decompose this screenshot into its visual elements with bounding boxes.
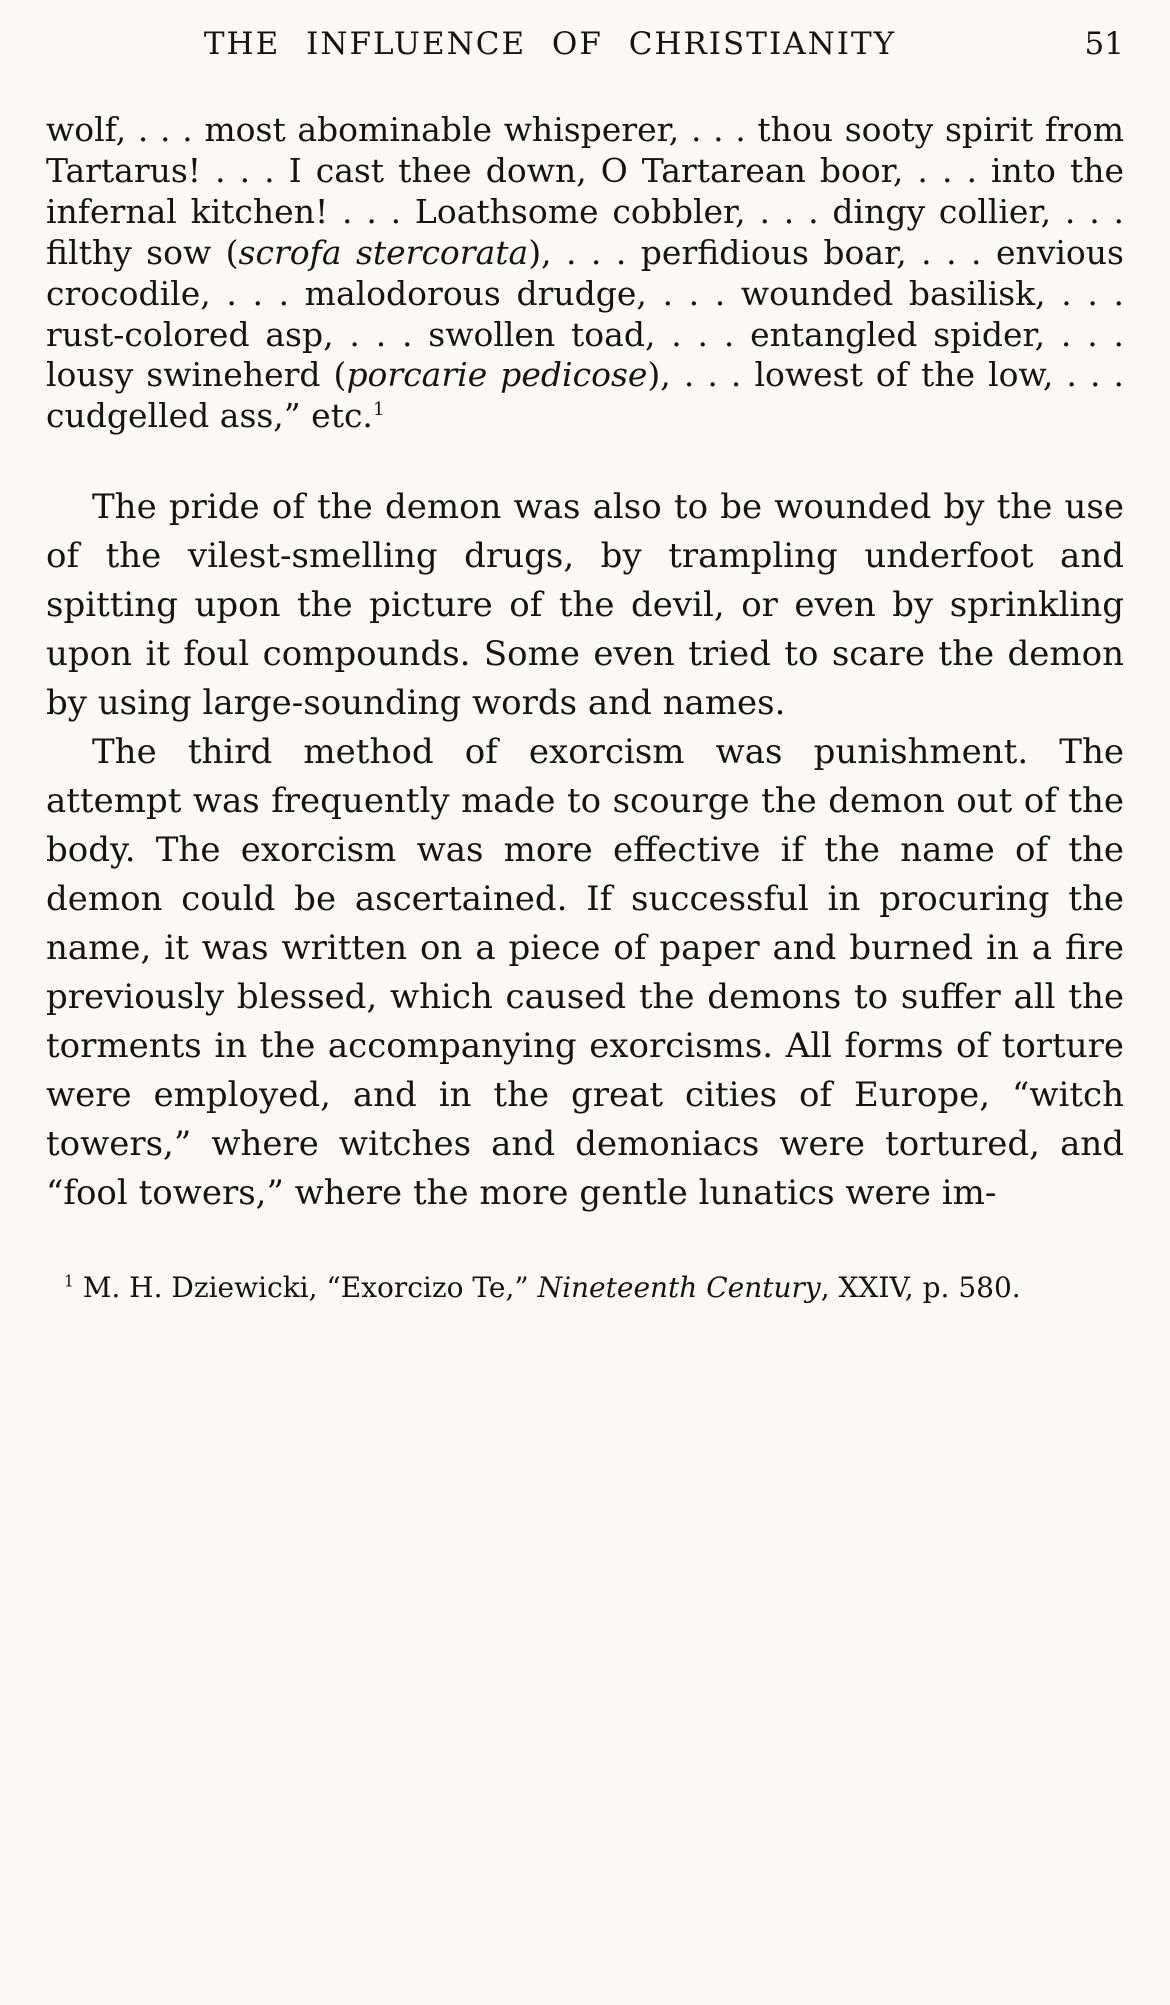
footnote-journal-title: Nineteenth Century [537,1270,821,1304]
quote-run: ), . . . perfidious boar, . . . envious crocodile, . . . malodorous drudge, . . . wounded basilisk, . . . rust-colored asp, . . . swollen toad, . . . entangled spider, . . . lousy swineherd ( [46,232,1124,395]
page-header [46,26,1124,62]
body-paragraph: The third method of exorcism was punishment. The attempt was frequently made to scourge the demon out of the body. The exorcism was more effective if the name of the demon could be ascertained. If successful in procuring the name, it was written on a piece of paper and burned in a fire previously blessed, which caused the demons to suffer all the torments in the accompanying exorcisms. All forms of torture were employed, and in the great cities of Europe, “witch towers,” where witches and demoniacs were tortured, and “fool towers,” where the more gentle lunatics were im- [46,732,1124,1213]
page-number: 51 [1084,26,1124,62]
quote-run: ), . . . lowest of the low, . . . cudgelled ass,” etc. [46,355,1124,436]
quote-paragraph [46,110,1124,437]
latin-phrase-porcarie: porcarie pedicose [346,355,648,395]
footnote-text: M. H. Dziewicki, “Exorcizo Te,” [73,1270,538,1304]
latin-phrase-scrofa: scrofa stercorata [238,232,529,272]
running-title: THE INFLUENCE OF CHRISTIANITY [203,26,897,62]
quote-run: wolf, . . . most abominable whisperer, . . . thou sooty spirit from Tartarus! . . . I cast thee down, O Tartarean boor, . . . into the infernal kitchen! . . . Loathsome cobbler, . . . dingy collier, . . . filthy sow ( [46,110,1124,272]
footnote-text: , XXIV, p. 580. [820,1270,1021,1304]
body-paragraph: The pride of the demon was also to be wounded by the use of the vilest-smelling drugs, by trampling underfoot and spitting upon the picture of the devil, or even by sprinkling upon it foul compounds. Some even tried to scare the demon by using large-sounding words and names. [46,487,1124,724]
footnote-marker: 1 [64,1272,74,1291]
footnote [46,1270,1124,1307]
footnote-marker: 1 [372,399,385,421]
